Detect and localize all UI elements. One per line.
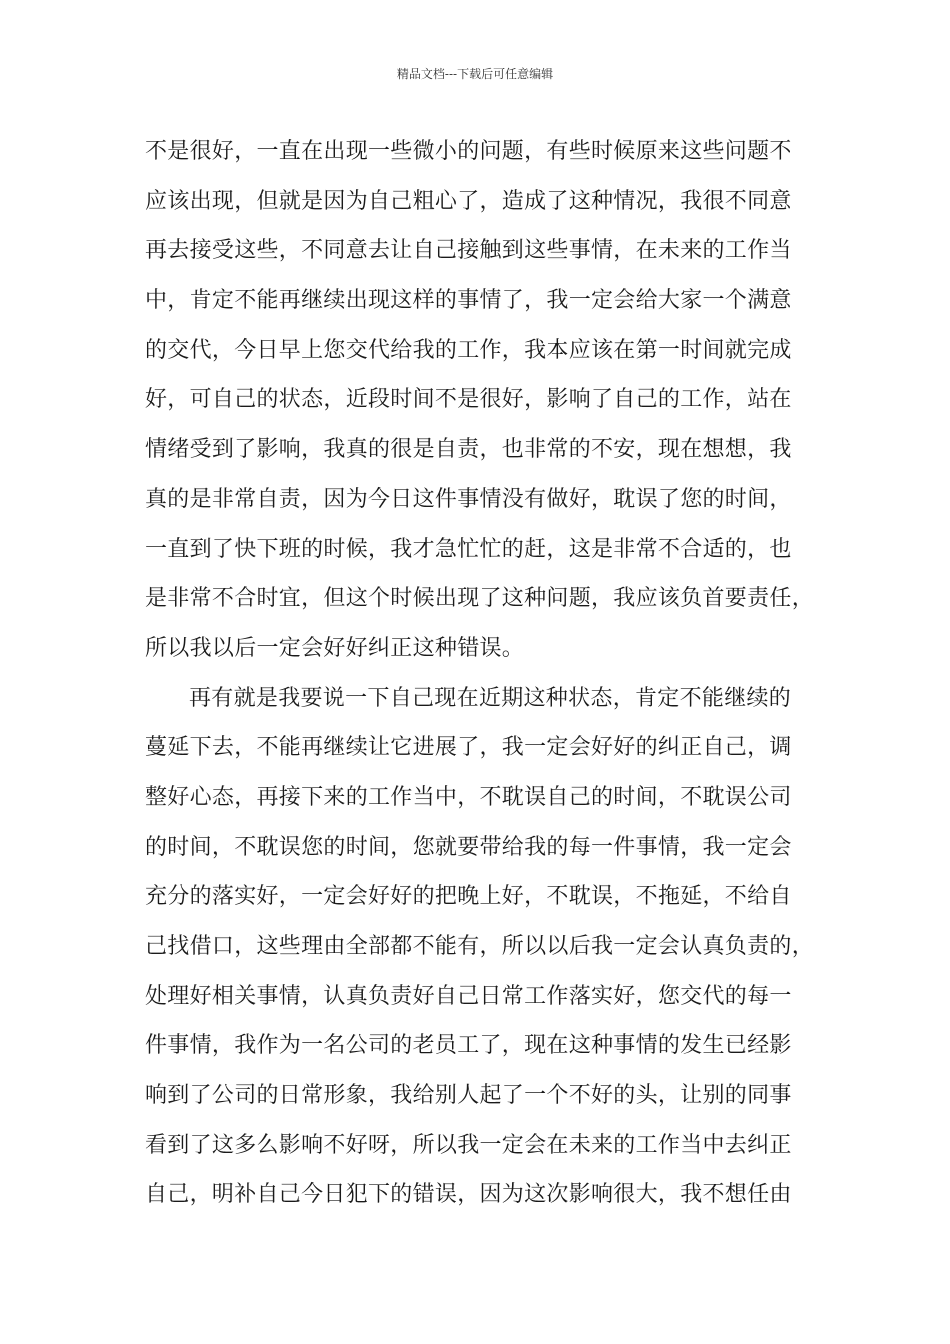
text-line: 中，肯定不能再继续出现这样的事情了，我一定会给大家一个满意 xyxy=(145,288,792,314)
text-line: 应该出现，但就是因为自己粗心了，造成了这种情况，我很不同意 xyxy=(145,188,792,214)
text-line: 充分的落实好，一定会好好的把晚上好，不耽误，不拖延，不给自 xyxy=(145,884,792,910)
text-line: 自己，明补自己今日犯下的错误，因为这次影响很大，我不想任由 xyxy=(145,1182,792,1208)
text-line: 一直到了快下班的时候，我才急忙忙的赶，这是非常不合适的，也 xyxy=(145,536,792,562)
text-line: 好，可自己的状态，近段时间不是很好，影响了自己的工作，站在 xyxy=(145,387,792,413)
document-body xyxy=(145,127,825,1220)
text-line: 整好心态，再接下来的工作当中，不耽误自己的时间，不耽误公司 xyxy=(145,784,792,810)
text-line: 的交代，今日早上您交代给我的工作，我本应该在第一时间就完成 xyxy=(145,337,792,363)
text-line: 的时间，不耽误您的时间，您就要带给我的每一件事情，我一定会 xyxy=(145,834,792,860)
text-line: 蔓延下去，不能再继续让它进展了，我一定会好好的纠正自己，调 xyxy=(145,735,792,761)
text-line: 是非常不合时宜，但这个时候出现了这种问题，我应该负首要责任， xyxy=(145,586,815,612)
text-line: 看到了这多么影响不好呀，所以我一定会在未来的工作当中去纠正 xyxy=(145,1132,792,1158)
text-line: 己找借口，这些理由全部都不能有，所以以后我一定会认真负责的， xyxy=(145,934,815,959)
text-line: 情绪受到了影响，我真的很是自责，也非常的不安，现在想想，我 xyxy=(145,437,792,463)
text-line: 响到了公司的日常形象，我给别人起了一个不好的头，让别的同事 xyxy=(145,1083,792,1109)
text-line: 处理好相关事情，认真负责好自己日常工作落实好，您交代的每一 xyxy=(145,983,792,1009)
text-line: 件事情，我作为一名公司的老员工了，现在这种事情的发生已经影 xyxy=(145,1033,792,1059)
text-line: 所以我以后一定会好好纠正这种错误。 xyxy=(145,635,525,661)
paragraph-first-line: 再有就是我要说一下自己现在近期这种状态，肯定不能继续的 xyxy=(189,685,792,711)
text-line: 再去接受这些，不同意去让自己接触到这些事情，在未来的工作当 xyxy=(145,238,792,264)
text-line: 不是很好，一直在出现一些微小的问题，有些时候原来这些问题不 xyxy=(145,139,792,164)
page-header: 精品文档---下载后可任意编辑 xyxy=(396,67,554,81)
text-line: 真的是非常自责，因为今日这件事情没有做好，耽误了您的时间， xyxy=(145,486,792,512)
